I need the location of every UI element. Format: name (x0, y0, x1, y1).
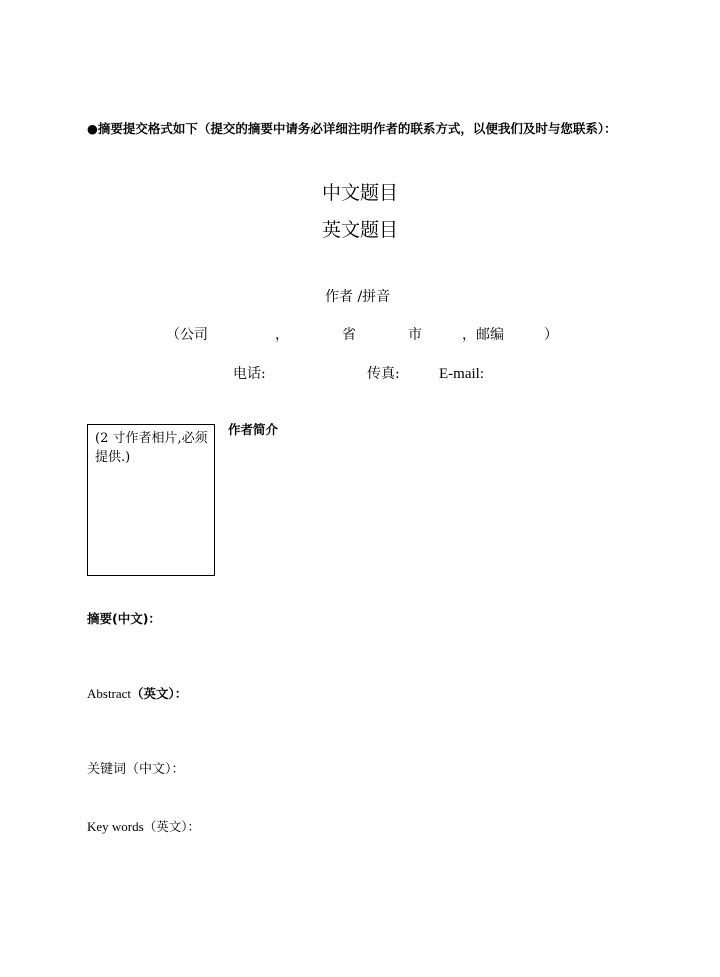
keywords-english-suffix: （英文）： (143, 819, 200, 834)
affiliation-postcode: ，邮编 (462, 327, 504, 343)
affiliation-company: （公司 (166, 327, 208, 343)
submission-instruction: ●摘要提交格式如下（提交的摘要中请务必详细注明作者的联系方式，以便我们及时与您联系）： (87, 121, 617, 136)
abstract-english-label (87, 685, 187, 703)
affiliation-city: 市 (408, 327, 422, 343)
contact-email: E-mail: (439, 366, 484, 382)
author-photo-box (87, 424, 215, 576)
affiliation-comma: ， (275, 327, 289, 343)
affiliation-close: ） (544, 327, 558, 343)
keywords-chinese-label: 关键词（中文）： (87, 762, 185, 777)
contact-phone: 电话: (233, 366, 266, 382)
english-title-placeholder: 英文题目 (321, 219, 398, 241)
keywords-english-prefix: Key words (87, 819, 144, 834)
author-bio-label: 作者简介 (228, 422, 279, 437)
author-pinyin-line: 作者 /拼音 (325, 289, 391, 305)
photo-box-note: (2 寸作者相片,必须提供.) (95, 431, 208, 465)
affiliation-province: 省 (342, 327, 356, 343)
contact-fax: 传真: (367, 366, 400, 382)
abstract-english-prefix: Abstract (87, 686, 132, 701)
abstract-english-suffix: （英文）： (131, 686, 188, 701)
abstract-chinese-label: 摘要(中文)： (87, 611, 161, 626)
chinese-title-placeholder: 中文题目 (321, 182, 398, 204)
keywords-english-label (87, 818, 200, 836)
